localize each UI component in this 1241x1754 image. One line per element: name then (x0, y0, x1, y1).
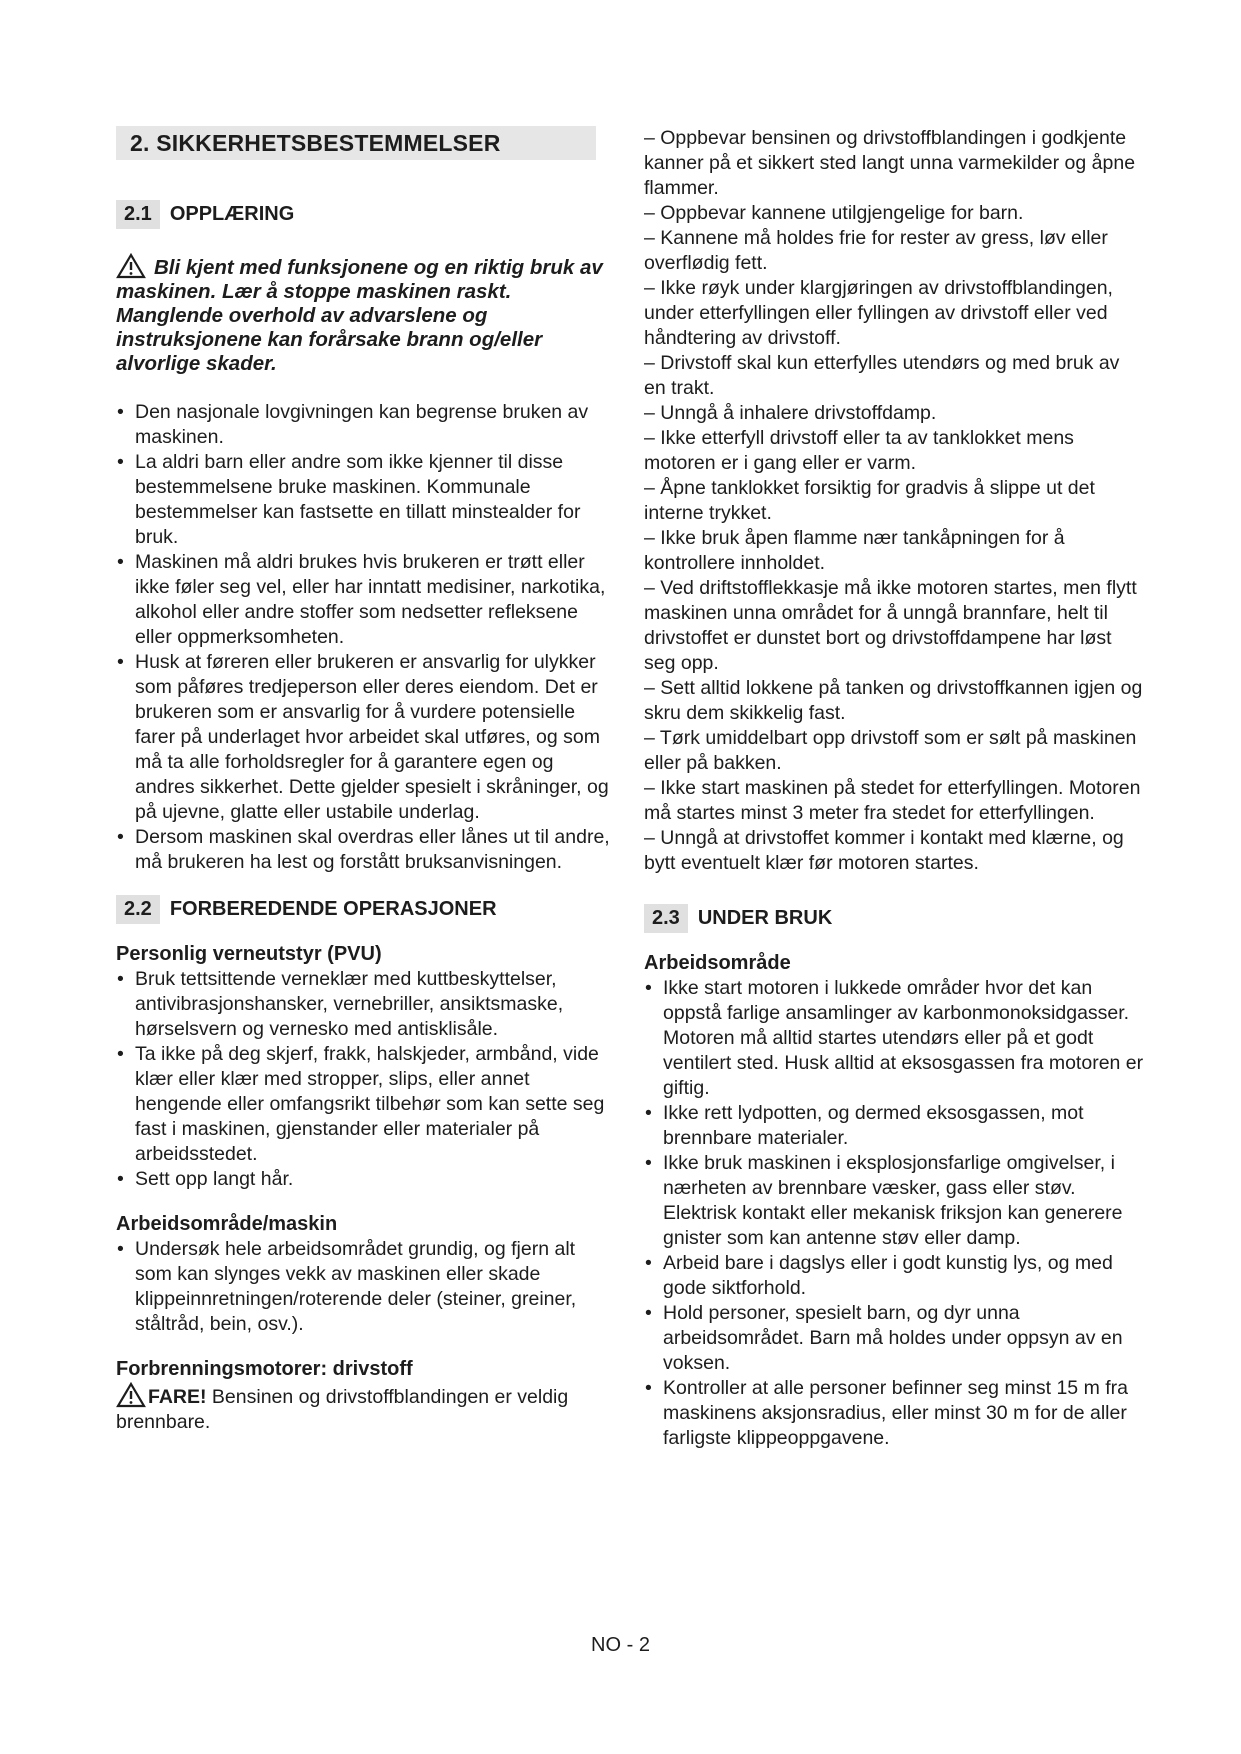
list-item: – Drivstoff skal kun etterfylles utendørs og med bruk av en trakt. (644, 352, 1120, 399)
work-area-heading: Arbeidsområde/maskin (116, 1213, 338, 1235)
list-item: • Ikke bruk maskinen i eksplosjonsfarlige omgivelser, i nærheten av brennbare væsker, gass eller støv. Elektrisk kontakt eller mekanisk friksjon kan generere gnister som kan antenne støv eller damp. (644, 1151, 1144, 1251)
danger-label: FARE! (148, 1386, 207, 1408)
danger-text: Bensinen og drivstoffblandingen er veldig brennbare. (116, 1386, 569, 1433)
list-item: • Ikke start motoren i lukkede områder hvor det kan oppstå farlige ansamlinger av karbonmonoksidgasser. Motoren må alltid startes utendørs eller på et godt ventilert sted. Husk alltid at eksosgassen fra motoren er giftig. (644, 976, 1144, 1101)
list-item: • Sett opp langt hår. (116, 1167, 616, 1192)
subsection-title: FORBEREDENDE OPERASJONER (169, 898, 497, 920)
subsection-2-3-heading (644, 904, 1144, 933)
danger-notice (116, 1382, 616, 1435)
subsection-title: UNDER BRUK (697, 907, 833, 929)
list-item: – Ikke bruk åpen flamme nær tankåpningen for å kontrollere innholdet. (644, 527, 1065, 574)
list-item: • Undersøk hele arbeidsområdet grundig, og fjern alt som kan slynges vekk av maskinen eller skade klippeinnretningen/roterende deler (steiner, greiner, ståltråd, bein, osv.). (116, 1237, 616, 1337)
fuel-heading: Forbrenningsmotorer: drivstoff (116, 1358, 413, 1380)
warning-triangle-icon (116, 1382, 146, 1408)
subsection-number: 2.1 (116, 200, 160, 229)
list-item: – Unngå at drivstoffet kommer i kontakt med klærne, og bytt eventuelt klær før motoren startes. (644, 827, 1124, 874)
list-item: – Ikke røyk under klargjøringen av drivstoffblandingen, under etterfyllingen eller fyllingen av drivstoff eller ved håndtering av drivstoff. (644, 277, 1113, 349)
section-number: 2. (130, 129, 150, 156)
subsection-number: 2.3 (644, 904, 688, 933)
list-item: • Arbeid bare i dagslys eller i godt kunstig lys, og med gode siktforhold. (644, 1251, 1144, 1301)
list-item: – Oppbevar kannene utilgjengelige for barn. (644, 202, 1024, 224)
list-item: – Tørk umiddelbart opp drivstoff som er sølt på maskinen eller på bakken. (644, 727, 1137, 774)
list-item: – Sett alltid lokkene på tanken og drivstoffkannen igjen og skru dem skikkelig fast. (644, 677, 1143, 724)
subsection-2-1-heading (116, 200, 616, 229)
list-item: • Bruk tettsittende verneklær med kuttbeskyttelser, antivibrasjonshansker, vernebriller, ansiktsmaske, hørselsvern og vernesko med antisklisåle. (116, 967, 616, 1042)
operation-area-heading: Arbeidsområde (644, 952, 791, 974)
list-item: • Den nasjonale lovgivningen kan begrense bruken av maskinen. (116, 400, 616, 450)
list-item: • Kontroller at alle personer befinner seg minst 15 m fra maskinens aksjonsradius, eller minst 30 m for de aller farligste klippeoppgavene. (644, 1376, 1144, 1451)
pvu-list (116, 967, 616, 1192)
list-item: • Dersom maskinen skal overdras eller lånes ut til andre, må brukeren ha lest og forstått bruksanvisningen. (116, 825, 616, 875)
training-list (116, 400, 616, 875)
list-item: • Hold personer, spesielt barn, og dyr unna arbeidsområdet. Barn må holdes under oppsyn av en voksen. (644, 1301, 1144, 1376)
fuel-dash-list (644, 126, 1144, 876)
left-column (116, 126, 616, 1435)
list-item: • Ikke rett lydpotten, og dermed eksosgassen, mot brennbare materialer. (644, 1101, 1144, 1151)
list-item: • Husk at føreren eller brukeren er ansvarlig for ulykker som påføres tredjeperson eller deres eiendom. Det er brukeren som er ansvarlig for å vurdere potensielle farer på underlaget hvor arbeidet skal utføres, og som må ta alle forholdsregler for å garantere egen og andres sikkerhet. Dette gjelder spesielt i skråninger, og på ujevne, glatte eller ustabile underlag. (116, 650, 616, 825)
subsection-number: 2.2 (116, 895, 160, 924)
pvu-heading: Personlig verneutstyr (PVU) (116, 943, 382, 965)
list-item: – Ikke start maskinen på stedet for etterfyllingen. Motoren må startes minst 3 meter fra stedet for etterfyllingen. (644, 777, 1141, 824)
list-item: • La aldri barn eller andre som ikke kjenner til disse bestemmelsene bruke maskinen. Kommunale bestemmelser kan fastsette en tillatt minstealder for bruk. (116, 450, 616, 550)
list-item: • Ta ikke på deg skjerf, frakk, halskjeder, armbånd, vide klær eller klær med stropper, slips, eller annet hengende eller omfangsrikt tilbehør som kan sette seg fast i maskinen, gjenstander eller materialer på arbeidsstedet. (116, 1042, 616, 1167)
list-item: – Kannene må holdes frie for rester av gress, løv eller overflødig fett. (644, 227, 1108, 274)
section-title: SIKKERHETSBESTEMMELSER (156, 129, 501, 156)
list-item: • Maskinen må aldri brukes hvis brukeren er trøtt eller ikke føler seg vel, eller har inntatt medisiner, narkotika, alkohol eller andre stoffer som nedsetter refleksene eller oppmerksomheten. (116, 550, 616, 650)
right-column (644, 126, 1144, 1451)
list-item: – Ikke etterfyll drivstoff eller ta av tanklokket mens motoren er i gang eller er varm. (644, 427, 1074, 474)
section-heading (116, 126, 596, 160)
list-item: – Åpne tanklokket forsiktig for gradvis å slippe ut det interne trykket. (644, 477, 1095, 524)
operation-list (644, 976, 1144, 1451)
work-area-list (116, 1237, 616, 1337)
subsection-2-2-heading (116, 895, 616, 924)
subsection-title: OPPLÆRING (169, 203, 295, 225)
list-item: – Unngå å inhalere drivstoffdamp. (644, 402, 937, 424)
warning-triangle-icon (116, 253, 146, 279)
list-item: – Oppbevar bensinen og drivstoffblandingen i godkjente kanner på et sikkert sted langt unna varmekilder og åpne flammer. (644, 127, 1136, 199)
list-item: – Ved driftstofflekkasje må ikke motoren startes, men flytt maskinen unna området for å unngå brannfare, helt til drivstoffet er dunstet bort og drivstoffdampene har løst seg opp. (644, 577, 1137, 674)
training-warning: Bli kjent med funksjonene og en riktig bruk av maskinen. Lær å stoppe maskinen raskt. Manglende overhold av advarslene og instruksjonene kan forårsake brann og/eller alvorlige skader. (116, 253, 616, 376)
page-number: NO - 2 (591, 1634, 650, 1656)
